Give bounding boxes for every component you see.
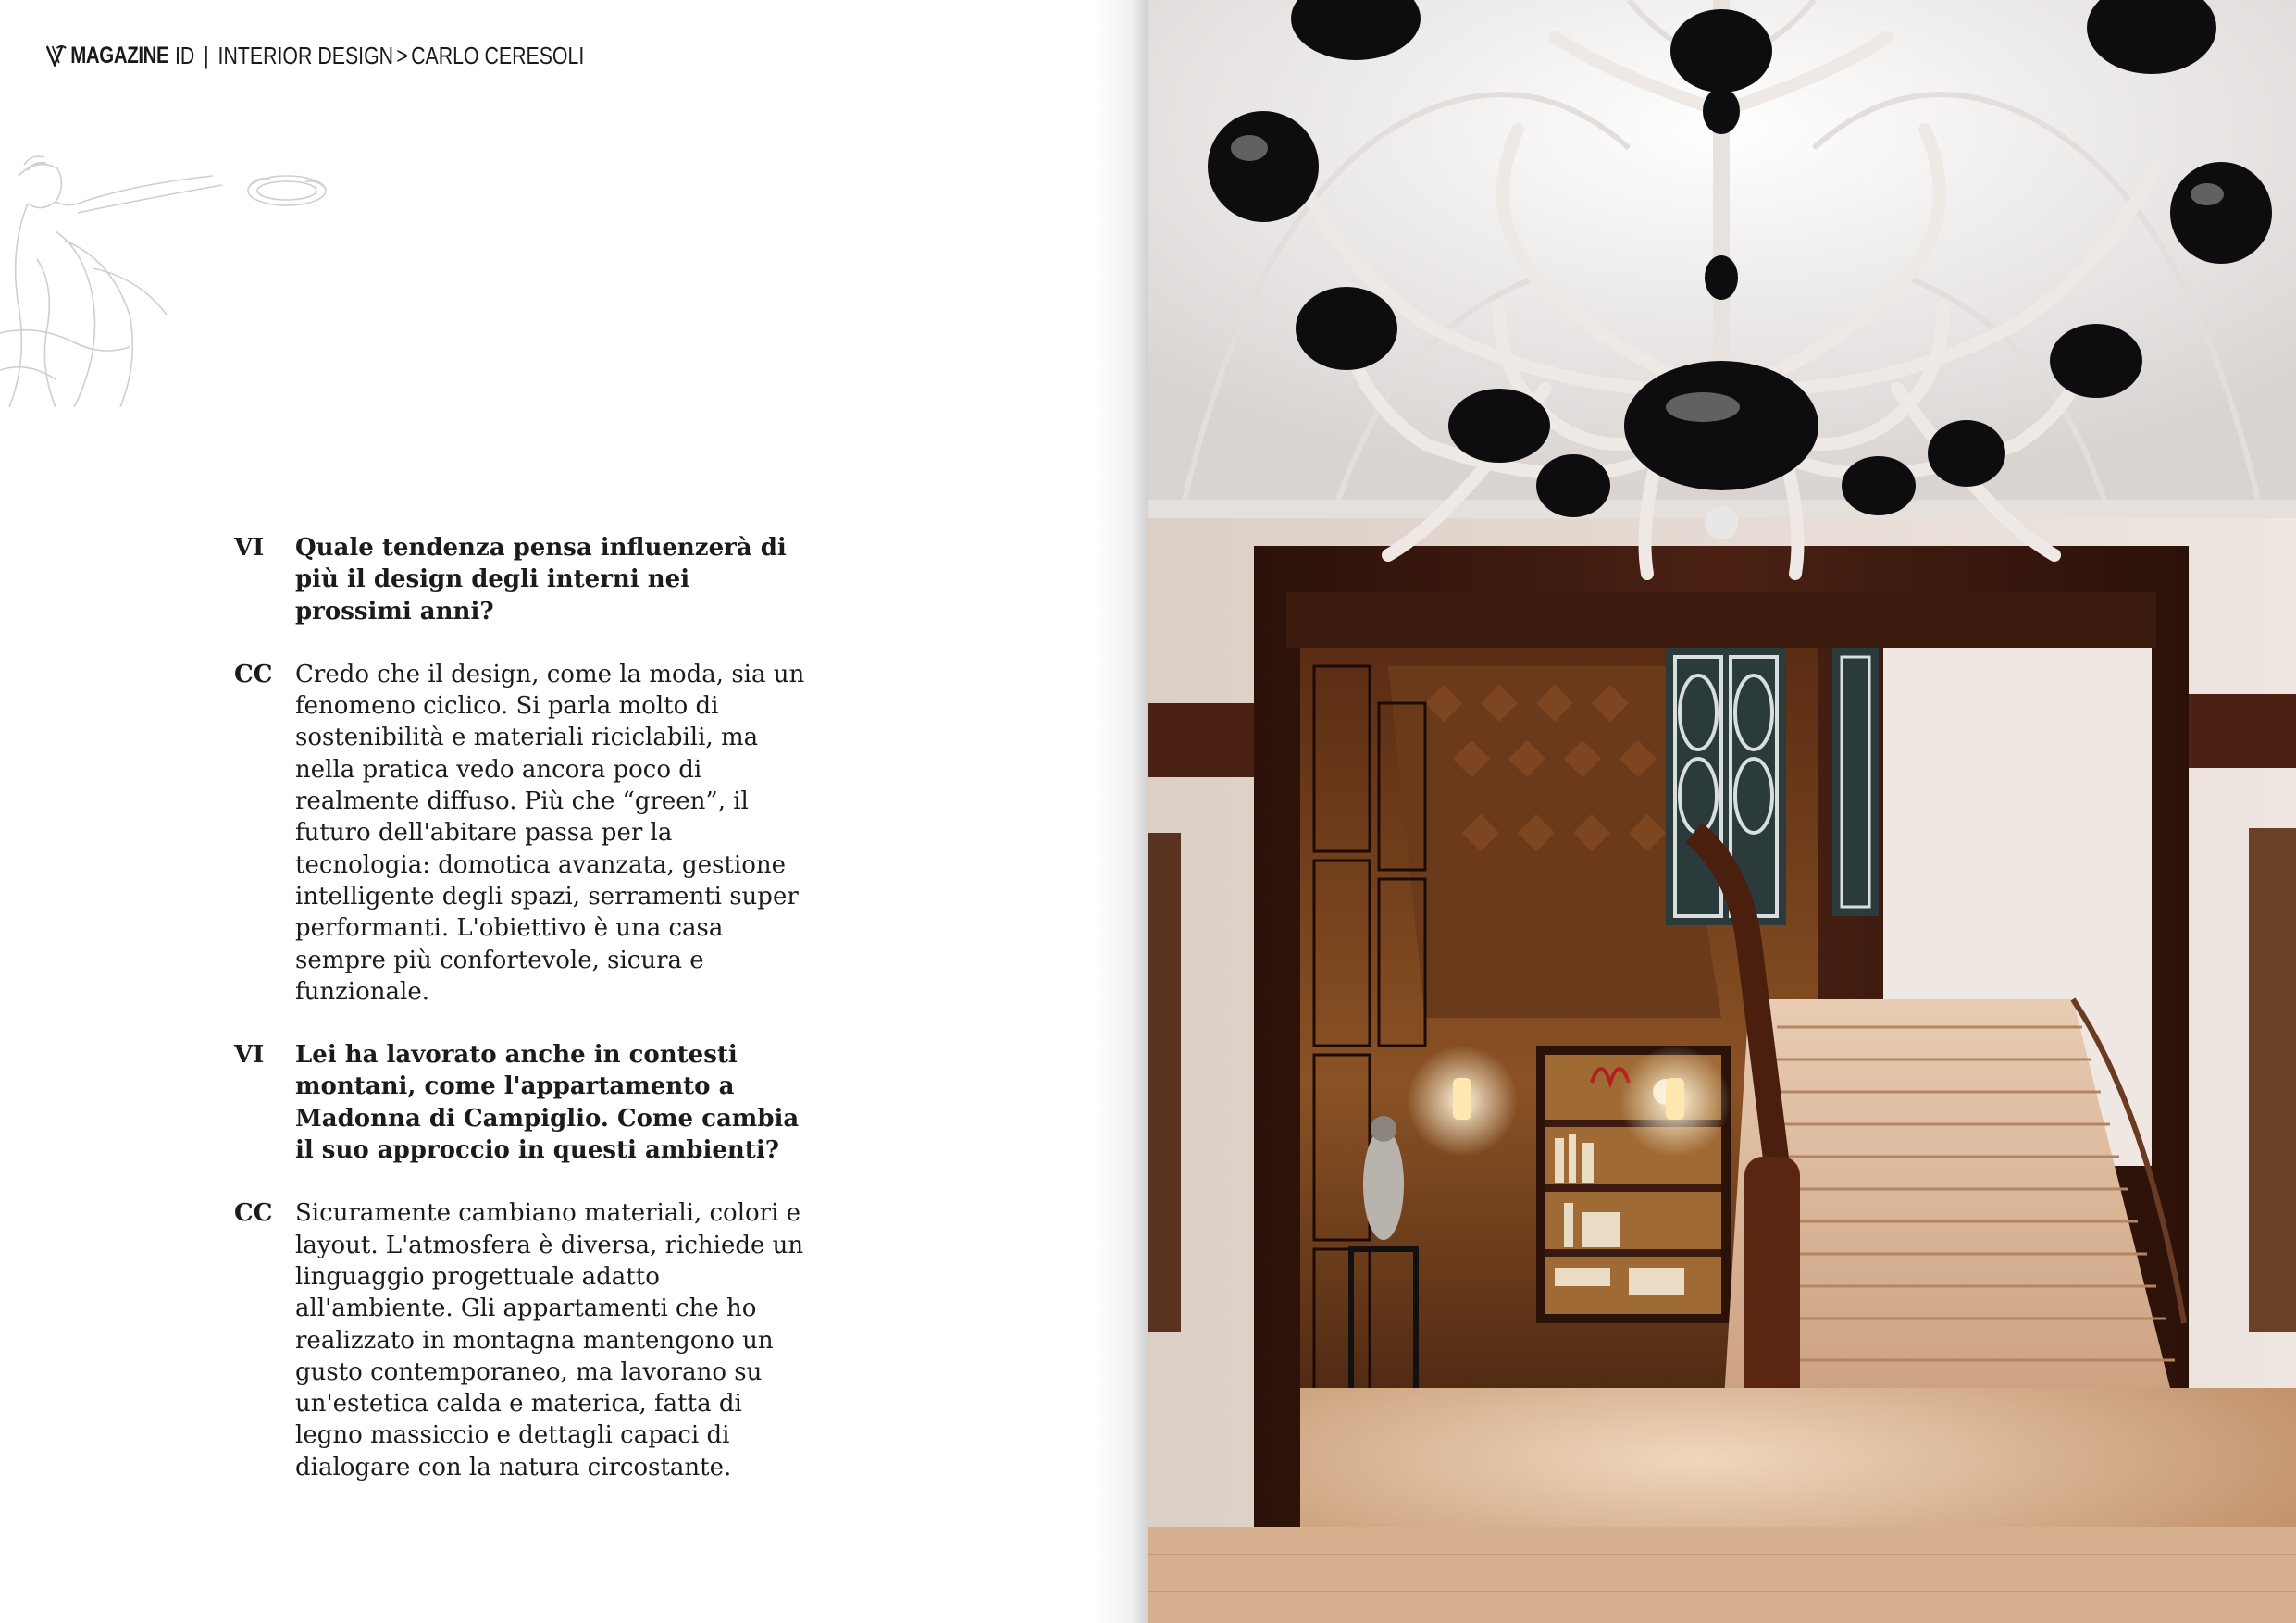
breadcrumb-arrow: > <box>396 41 409 69</box>
answer-text: Credo che il design, come la moda, sia un fenomeno ciclico. Si parla molto di sostenibilità e materiali riciclabili, ma nella pratica vedo ancora poco di realmente diffuso. Più che “green”, il futuro dell'abitare passa per la tecnologia: domotica avanzata, gestione intelligente degli spazi, serramenti super performanti. L'obiettivo è una casa sempre più confortevole, sicura e funzionale. <box>295 660 805 1006</box>
breadcrumb-divider: | <box>204 41 210 69</box>
page-gutter-shadow <box>1092 0 1148 1623</box>
staircase-chandelier-photo <box>1148 0 2296 1623</box>
interview <box>234 532 808 1515</box>
interior-photo <box>1148 0 2296 1623</box>
question-text: Quale tendenza pensa influenzerà di più il design degli interni nei prossimi anni? <box>295 534 787 626</box>
speaker-tag: CC <box>234 1199 273 1228</box>
logo-text: MAGAZINE <box>70 42 169 68</box>
breadcrumb-section: ID <box>175 41 195 69</box>
angel-sketch-ornament <box>0 148 333 416</box>
answer-block <box>234 1197 808 1483</box>
breadcrumb-category: INTERIOR DESIGN <box>217 41 394 69</box>
v-logo-icon <box>46 44 69 67</box>
question-text: Lei ha lavorato anche in contesti montani, come l'appartamento a Madonna di Campiglio. Come cambia il suo approccio in questi ambienti? <box>295 1041 800 1165</box>
speaker-tag: VI <box>234 534 265 562</box>
answer-block <box>234 659 808 1008</box>
speaker-tag: CC <box>234 660 273 688</box>
breadcrumb-author: CARLO CERESOLI <box>411 41 585 69</box>
question-block <box>234 1039 808 1166</box>
page-header <box>46 37 675 74</box>
breadcrumb <box>175 42 584 70</box>
answer-text: Sicuramente cambiano materiali, colori e layout. L'atmosfera è diversa, richiede un linguaggio progettuale adatto all'ambiente. Gli appartamenti che ho realizzato in montagna mantengono un gusto contemporaneo, ma lavorano su un'estetica calda e materica, fatta di legno massiccio e dettagli capaci di dialogare con la natura circostante. <box>295 1199 804 1481</box>
magazine-logo <box>46 43 168 69</box>
speaker-tag: VI <box>234 1041 265 1070</box>
question-block <box>234 532 808 627</box>
